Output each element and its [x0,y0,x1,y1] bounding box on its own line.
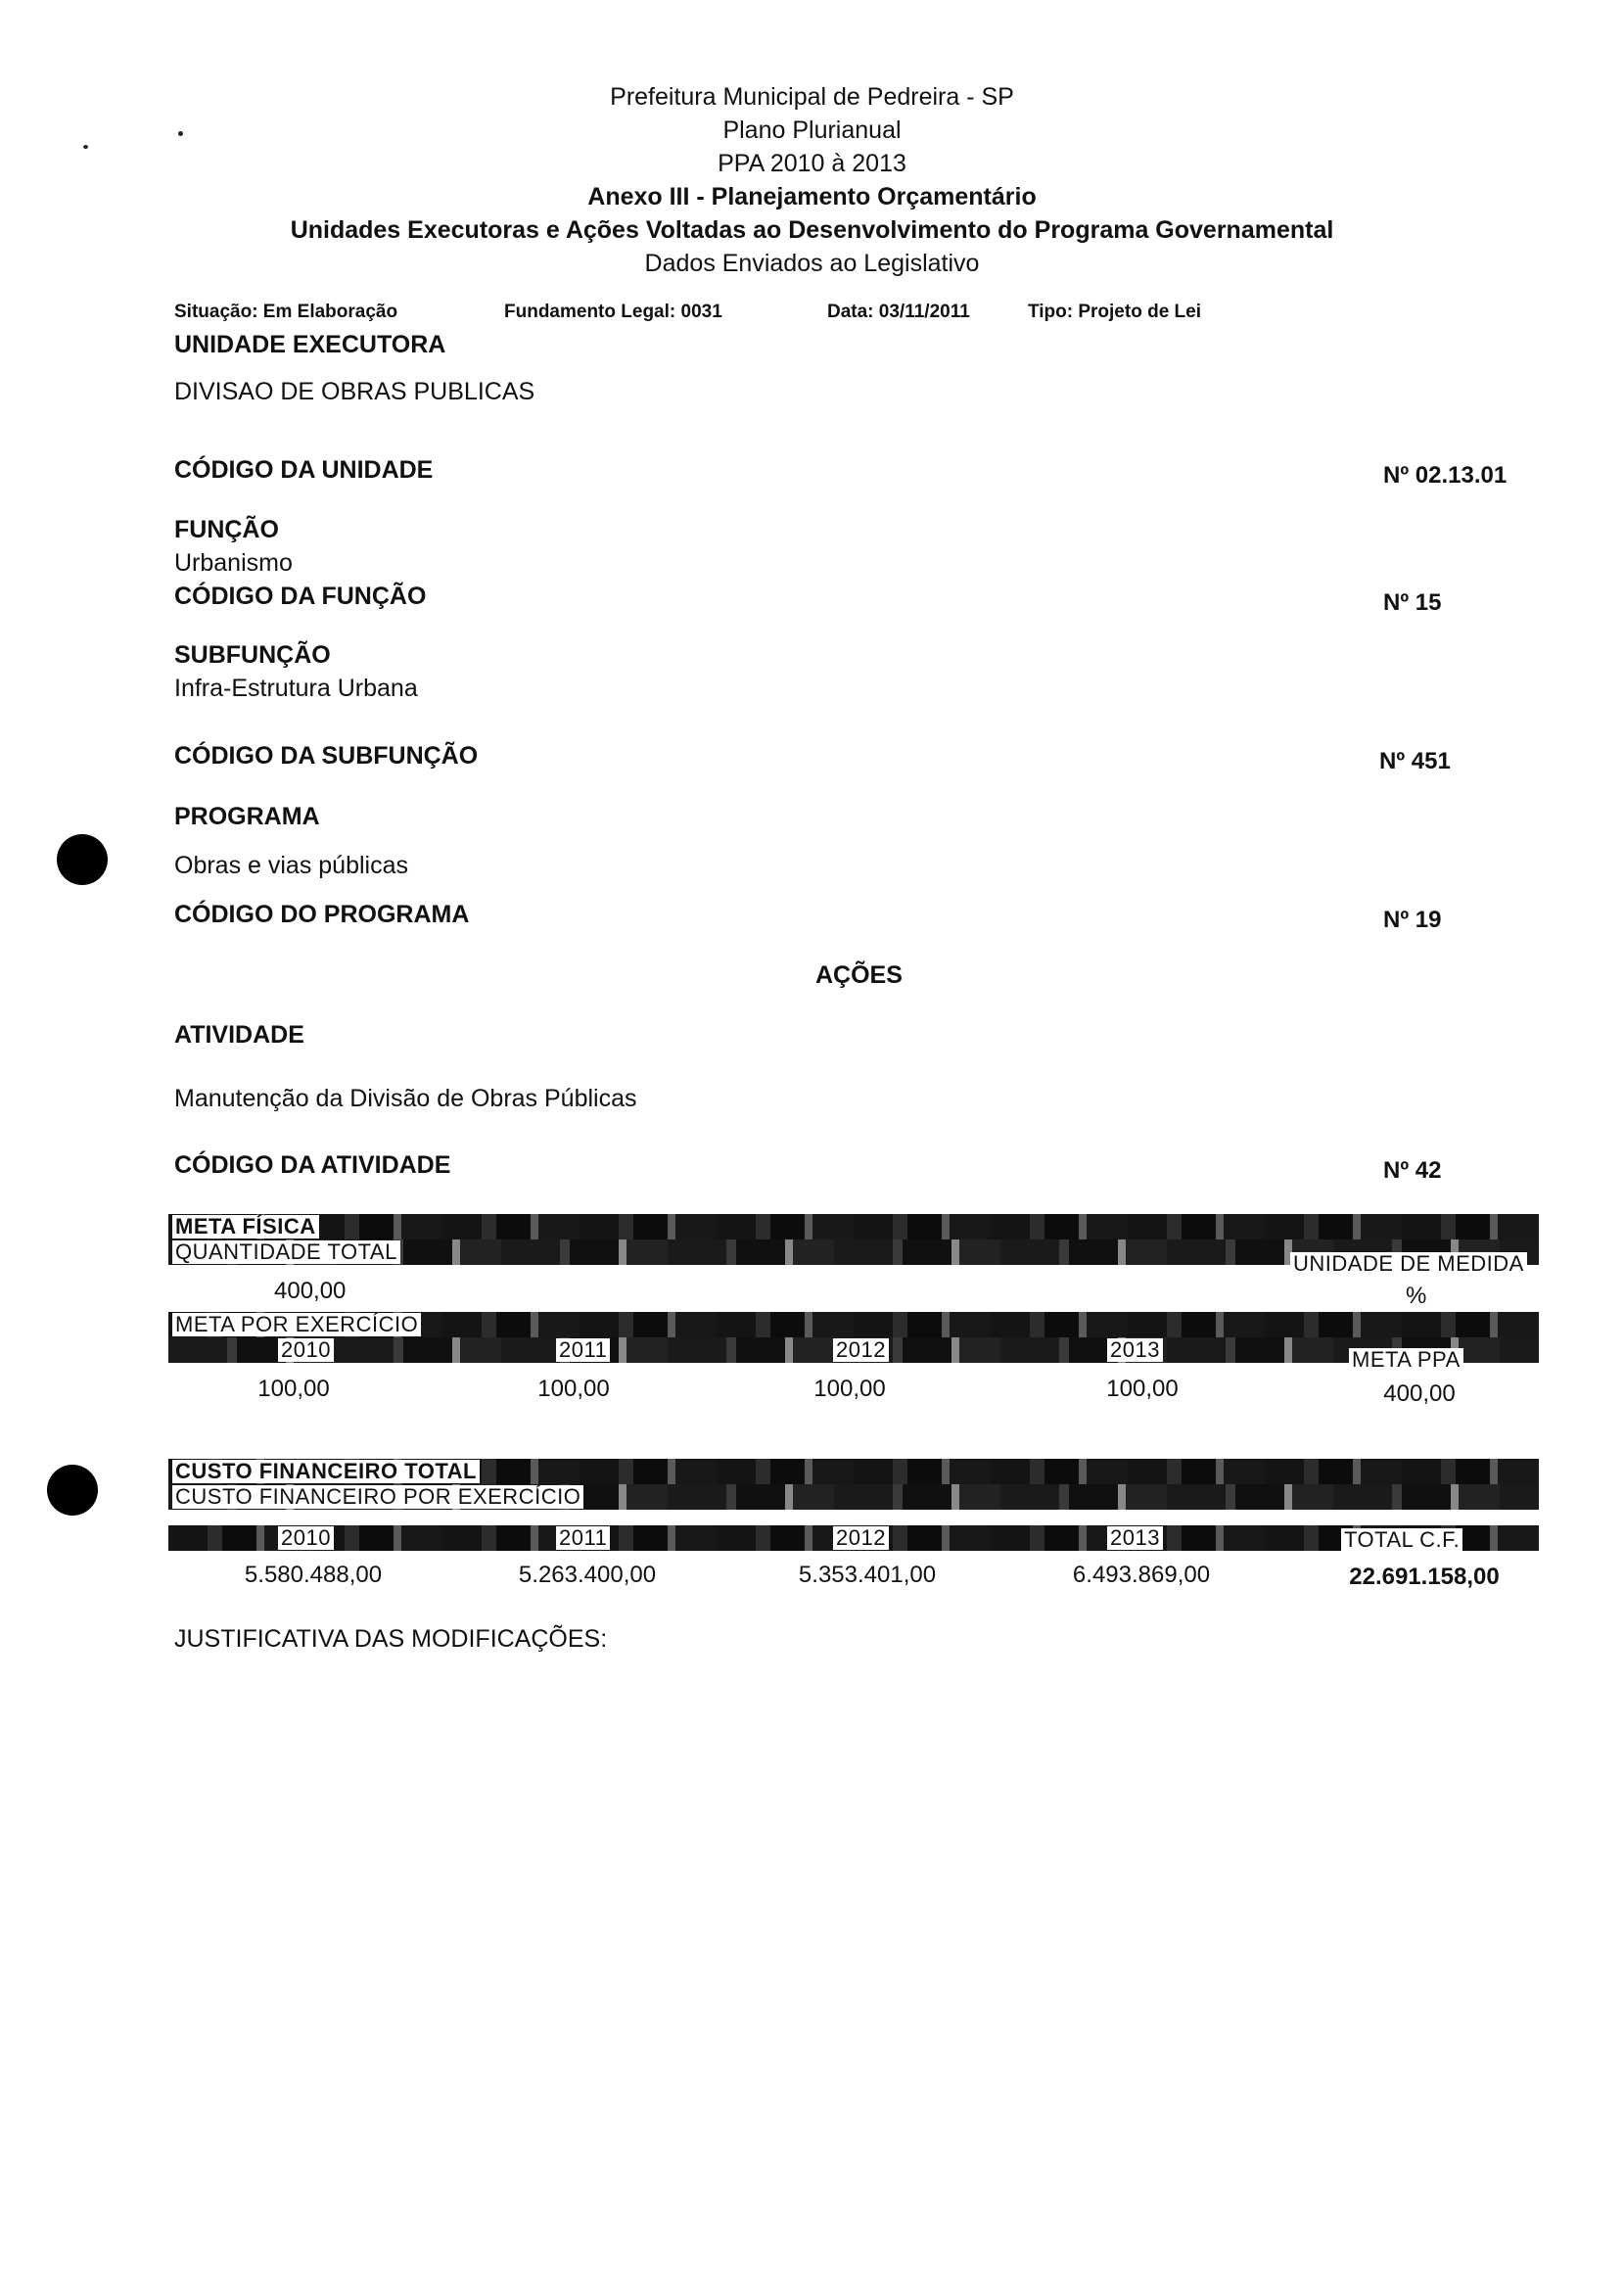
atividade-value: Manutenção da Divisão de Obras Públicas [174,1085,637,1112]
codigo-atividade-value: Nº 42 [1383,1157,1442,1184]
meta-value-2012: 100,00 [813,1376,886,1402]
acoes-title: AÇÕES [815,961,903,989]
header-annex: Anexo III - Planejamento Orçamentário [587,183,1037,210]
meta-col-ppa: META PPA [1349,1348,1463,1372]
custo-value-total: 22.691.158,00 [1349,1564,1500,1590]
codigo-atividade-label: CÓDIGO DA ATIVIDADE [174,1151,451,1179]
meta-value-ppa: 400,00 [1383,1380,1456,1407]
programa-label: PROGRAMA [174,803,320,830]
meta-por-exercicio-label: META POR EXERCÍCIO [172,1313,421,1336]
meta-col-2011: 2011 [556,1338,610,1362]
meta-tipo: Tipo: Projeto de Lei [1028,302,1201,322]
scan-speck [83,145,88,149]
punch-hole [47,1465,98,1516]
meta-situacao: Situação: Em Elaboração [174,302,398,322]
codigo-funcao-label: CÓDIGO DA FUNÇÃO [174,583,427,610]
meta-data: Data: 03/11/2011 [827,302,970,322]
custo-col-2013: 2013 [1107,1526,1163,1550]
header-subtitle: Unidades Executoras e Ações Voltadas ao Desenvolvimento do Programa Governamental [290,216,1334,244]
punch-hole [57,834,108,885]
custo-col-2012: 2012 [833,1526,889,1550]
meta-value-2011: 100,00 [537,1376,610,1402]
codigo-unidade-value: Nº 02.13.01 [1383,462,1508,489]
unidade-medida-value: % [1406,1283,1427,1309]
funcao-label: FUNÇÃO [174,516,279,543]
codigo-programa-value: Nº 19 [1383,907,1442,933]
meta-value-2010: 100,00 [257,1376,330,1402]
meta-value-2013: 100,00 [1106,1376,1179,1402]
codigo-unidade-label: CÓDIGO DA UNIDADE [174,456,434,484]
custo-value-2011: 5.263.400,00 [518,1562,657,1588]
codigo-programa-label: CÓDIGO DO PROGRAMA [174,901,470,928]
unidade-value: DIVISAO DE OBRAS PUBLICAS [174,378,535,405]
custo-por-exercicio-label: CUSTO FINANCEIRO POR EXERCÍCIO [172,1485,583,1509]
custo-total-title: CUSTO FINANCEIRO TOTAL [172,1460,480,1483]
funcao-value: Urbanismo [174,549,293,577]
codigo-funcao-value: Nº 15 [1383,589,1442,616]
meta-col-2013: 2013 [1107,1338,1163,1362]
custo-col-2011: 2011 [556,1526,610,1550]
custo-col-2010: 2010 [278,1526,334,1550]
custo-value-2010: 5.580.488,00 [244,1562,383,1588]
meta-col-2012: 2012 [833,1338,889,1362]
meta-col-2010: 2010 [278,1338,334,1362]
header-municipality: Prefeitura Municipal de Pedreira - SP [610,83,1014,111]
quantidade-total-value: 400,00 [274,1278,347,1304]
meta-fisica-title: META FÍSICA [172,1215,319,1238]
header-plan: Plano Plurianual [722,117,902,144]
meta-fisica-band [168,1214,1539,1239]
custo-value-2013: 6.493.869,00 [1072,1562,1211,1588]
subfuncao-label: SUBFUNÇÃO [174,641,331,669]
atividade-label: ATIVIDADE [174,1021,304,1049]
meta-fundamento: Fundamento Legal: 0031 [504,302,722,322]
unidade-label: UNIDADE EXECUTORA [174,331,446,358]
header-period: PPA 2010 à 2013 [718,150,906,177]
codigo-subfuncao-label: CÓDIGO DA SUBFUNÇÃO [174,742,479,770]
unidade-medida-label: UNIDADE DE MEDIDA [1290,1252,1527,1276]
subfuncao-value: Infra-Estrutura Urbana [174,675,418,702]
justificativa-label: JUSTIFICATIVA DAS MODIFICAÇÕES: [174,1625,608,1653]
quantidade-total-label: QUANTIDADE TOTAL [172,1240,400,1264]
header-status: Dados Enviados ao Legislativo [644,250,980,277]
codigo-subfuncao-value: Nº 451 [1379,748,1451,774]
scan-speck [178,131,183,136]
custo-col-total: TOTAL C.F. [1341,1528,1462,1552]
custo-value-2012: 5.353.401,00 [798,1562,937,1588]
programa-value: Obras e vias públicas [174,852,409,879]
